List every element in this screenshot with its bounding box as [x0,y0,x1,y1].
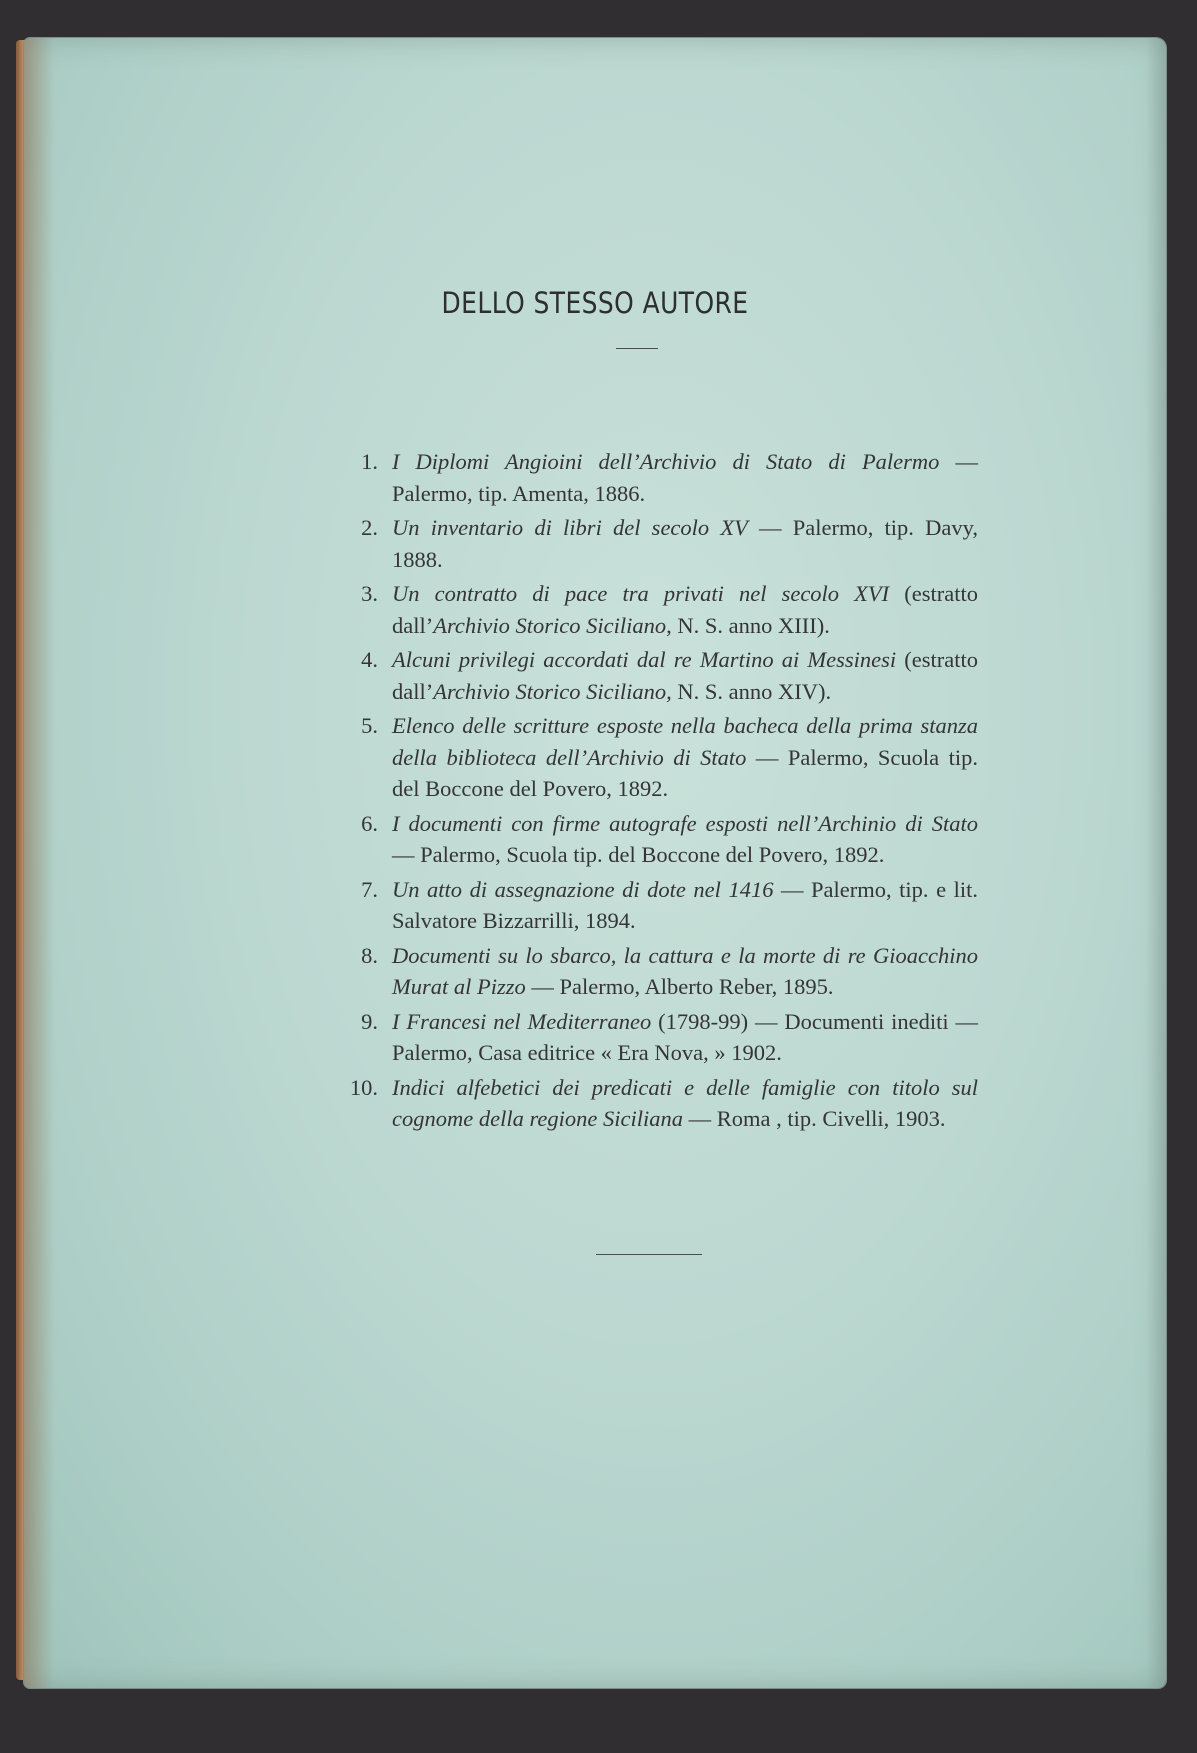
work-publication-info: (estratto dall’ [392,647,979,704]
work-number: 9. [361,1008,378,1034]
work-publication-info: N. S. anno XIV). [671,678,832,704]
work-number: 8. [361,942,378,968]
work-publication-info: (estratto dall’ [392,581,979,638]
work-number: 4. [361,647,378,672]
work-number: 10. [349,1074,378,1100]
work-entry [342,578,978,641]
work-number: 2. [361,515,378,540]
work-title: Un contratto di pace tra privati nel secolo XVI [392,581,890,606]
work-publication-info: N. S. anno XIII). [671,612,830,638]
work-title: Documenti su lo sbarco, la cattura e la morte di re Gioacchino Murat al Pizzo [392,942,978,999]
work-title: Elenco delle scritture esposte nella bacheca della prima stanza della biblioteca dell’Archivio di Stato [392,713,978,770]
work-number: 1. [361,449,378,474]
work-publication-info: — Palermo, tip. Amenta, 1886. [392,449,979,506]
work-number: 5. [361,713,378,738]
works-list [342,446,978,1138]
work-publication-info: — Palermo, Scuola tip. del Boccone del Povero, 1892. [392,842,885,867]
work-entry [342,940,978,1003]
heading-divider [616,348,658,349]
work-entry [342,710,978,805]
work-title: Un inventario di libri del secolo XV [392,515,748,540]
work-title: Archivio Storico Siciliano, [433,612,672,638]
work-entry [342,644,978,707]
work-title: Alcuni privilegi accordati dal re Martino ai Messinesi [392,647,897,672]
work-title: Archivio Storico Siciliano, [433,678,672,704]
work-entry [342,874,978,937]
work-entry [342,1072,978,1135]
work-number: 7. [361,876,378,902]
closing-divider [596,1254,702,1255]
work-publication-info: (1798-99) — Documenti inediti — Palermo, Casa editrice « Era Nova, » 1902. [392,1008,978,1065]
work-publication-info: — Palermo, tip. Davy, 1888. [392,515,978,572]
work-title: Indici alfebetici dei predicati e delle famiglie con titolo sul cognome della regione Siciliana [392,1074,978,1131]
work-publication-info: — Palermo, Scuola tip. del Boccone del Povero, 1892. [392,744,978,801]
work-title: I documenti con firme autografe esposti nell’Archinio di Stato [392,810,978,836]
work-title: I Diplomi Angioini dell’Archivio di Stato di Palermo [392,449,940,474]
work-entry [342,512,978,575]
book-back-cover [24,38,1166,1688]
work-title: I Francesi nel Mediterraneo [392,1008,652,1034]
work-title: Un atto di assegnazione di dote nel 1416 [392,876,774,902]
work-number: 6. [361,810,378,836]
work-publication-info: — Palermo, Alberto Reber, 1895. [525,974,834,999]
work-number: 3. [361,581,378,606]
page-heading: DELLO STESSO AUTORE [441,286,749,320]
work-publication-info: — Roma , tip. Civelli, 1903. [682,1106,946,1131]
work-publication-info: — Palermo, tip. e lit. Salvatore Bizzarrilli, 1894. [392,876,978,933]
work-entry [342,808,978,871]
work-entry [342,1006,978,1069]
work-entry [342,446,978,509]
